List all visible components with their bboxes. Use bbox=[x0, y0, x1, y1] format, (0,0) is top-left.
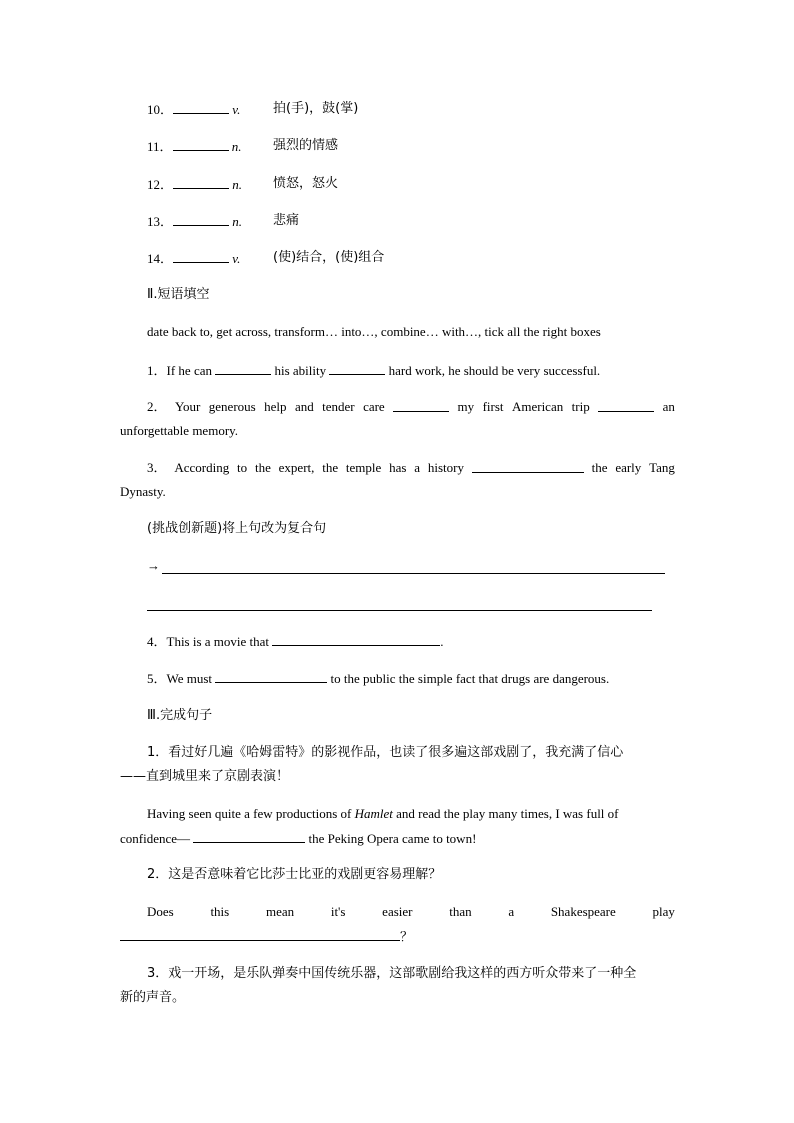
question-text: If he can bbox=[166, 363, 212, 378]
word: According bbox=[174, 460, 230, 475]
challenge-prompt: (挑战创新题)将上句改为复合句 bbox=[147, 521, 327, 536]
word: it's bbox=[330, 904, 346, 919]
vocab-meaning: 拍(手)，鼓(掌) bbox=[273, 101, 359, 116]
question-text: his ability bbox=[274, 363, 327, 378]
word: a bbox=[508, 904, 515, 919]
part-of-speech: n. bbox=[232, 214, 243, 229]
answer-line[interactable] bbox=[147, 610, 652, 611]
word: generous bbox=[208, 399, 256, 414]
word: early bbox=[615, 460, 642, 475]
part-of-speech: n. bbox=[231, 139, 242, 154]
word: Shakespeare bbox=[550, 904, 616, 919]
word: the bbox=[591, 460, 608, 475]
item-number: 3． bbox=[147, 460, 167, 475]
section-heading: Ⅱ.短语填空 bbox=[147, 287, 210, 302]
word: tender bbox=[322, 399, 355, 414]
vocab-item bbox=[147, 138, 242, 155]
question-2-line2: unforgettable memory. bbox=[120, 423, 239, 438]
sentence-1-en-cont bbox=[120, 830, 476, 847]
answer-blank[interactable] bbox=[272, 633, 440, 646]
question-5 bbox=[147, 670, 609, 687]
answer-blank[interactable] bbox=[173, 138, 229, 151]
question-mark: ？ bbox=[400, 930, 414, 945]
part-of-speech: n. bbox=[232, 177, 243, 192]
word: play bbox=[652, 904, 675, 919]
question-3-line1 bbox=[147, 460, 675, 476]
answer-blank[interactable] bbox=[393, 399, 449, 412]
word: Your bbox=[174, 399, 201, 414]
answer-blank[interactable] bbox=[215, 670, 327, 683]
word: temple bbox=[345, 460, 382, 475]
vocab-item bbox=[147, 176, 242, 193]
word: the bbox=[254, 460, 271, 475]
part-of-speech: v. bbox=[232, 251, 241, 266]
item-number: 12． bbox=[147, 177, 174, 192]
sentence-2-en bbox=[147, 904, 675, 920]
question-text: . bbox=[440, 634, 444, 649]
sentence-2-cn: 2．这是否意味着它比莎士比亚的戏剧更容易理解？ bbox=[147, 867, 442, 882]
sentence-text: confidence— bbox=[120, 831, 191, 846]
question-2-line1 bbox=[147, 399, 675, 415]
word: than bbox=[449, 904, 472, 919]
answer-blank[interactable] bbox=[173, 176, 229, 189]
word: American bbox=[511, 399, 564, 414]
sentence-text: the Peking Opera came to town! bbox=[308, 831, 477, 846]
question-text: 5．We must bbox=[147, 671, 213, 686]
sentence-1-cn-cont: ——直到城里来了京剧表演！ bbox=[120, 769, 290, 784]
word: easier bbox=[382, 904, 413, 919]
part-of-speech: v. bbox=[232, 102, 241, 117]
vocab-meaning: 愤怒，怒火 bbox=[273, 176, 339, 191]
sentence-1-en bbox=[147, 806, 619, 822]
vocab-item bbox=[147, 101, 240, 118]
word: my bbox=[457, 399, 475, 414]
word: has bbox=[389, 460, 407, 475]
vocab-meaning: 悲痛 bbox=[273, 213, 300, 228]
word: trip bbox=[571, 399, 590, 414]
vocab-meaning: 强烈的情感 bbox=[273, 138, 339, 153]
question-1 bbox=[147, 362, 600, 379]
answer-blank[interactable] bbox=[193, 830, 305, 843]
section-heading: Ⅲ.完成句子 bbox=[147, 708, 213, 723]
word: mean bbox=[265, 904, 295, 919]
answer-line[interactable] bbox=[162, 573, 665, 574]
sentence-3-cn-cont: 新的声音。 bbox=[120, 990, 186, 1005]
word: first bbox=[482, 399, 504, 414]
answer-blank[interactable] bbox=[173, 250, 229, 263]
sentence-1-cn: 1．看过好几遍《哈姆雷特》的影视作品，也读了很多遍这部戏剧了，我充满了信心 bbox=[147, 745, 624, 760]
word: help bbox=[264, 399, 287, 414]
word: the bbox=[322, 460, 339, 475]
item-number: 2． bbox=[147, 399, 167, 414]
question-3-line2: Dynasty. bbox=[120, 484, 166, 499]
answer-blank[interactable] bbox=[472, 460, 584, 473]
sentence-text: Having seen quite a few productions of bbox=[147, 806, 352, 821]
question-text: to the public the simple fact that drugs are dangerous. bbox=[330, 671, 610, 686]
answer-blank[interactable] bbox=[120, 928, 400, 941]
question-4 bbox=[147, 633, 444, 650]
word: history bbox=[427, 460, 464, 475]
item-number: 1． bbox=[147, 363, 167, 378]
play-title: Hamlet bbox=[354, 806, 393, 821]
answer-blank[interactable] bbox=[598, 399, 654, 412]
question-text: 4．This is a movie that bbox=[147, 634, 270, 649]
answer-blank[interactable] bbox=[215, 362, 271, 375]
arrow-icon: → bbox=[147, 558, 160, 573]
question-text: hard work, he should be very successful. bbox=[388, 363, 601, 378]
sentence-2-en-cont bbox=[120, 928, 413, 946]
word: expert, bbox=[278, 460, 315, 475]
word: Tang bbox=[649, 460, 675, 475]
vocab-meaning: (使)结合，(使)组合 bbox=[273, 250, 385, 265]
word: care bbox=[363, 399, 385, 414]
word: an bbox=[662, 399, 675, 414]
item-number: 13． bbox=[147, 214, 174, 229]
item-number: 14． bbox=[147, 251, 174, 266]
vocab-item bbox=[147, 250, 240, 267]
answer-blank[interactable] bbox=[329, 362, 385, 375]
vocab-item bbox=[147, 213, 242, 230]
word-bank: date back to, get across, transform… into…, combine… with…, tick all the right boxes bbox=[147, 324, 601, 339]
sentence-text: and read the play many times, I was full of bbox=[396, 806, 619, 821]
word: and bbox=[294, 399, 314, 414]
word: this bbox=[210, 904, 230, 919]
word: a bbox=[414, 460, 421, 475]
item-number: 10． bbox=[147, 102, 174, 117]
word: Does bbox=[147, 904, 174, 919]
answer-blank[interactable] bbox=[173, 213, 229, 226]
word: to bbox=[237, 460, 248, 475]
answer-blank[interactable] bbox=[173, 101, 229, 114]
sentence-3-cn: 3．戏一开场，是乐队弹奏中国传统乐器，这部歌剧给我这样的西方听众带来了一种全 bbox=[147, 966, 637, 981]
item-number: 11． bbox=[147, 139, 173, 154]
